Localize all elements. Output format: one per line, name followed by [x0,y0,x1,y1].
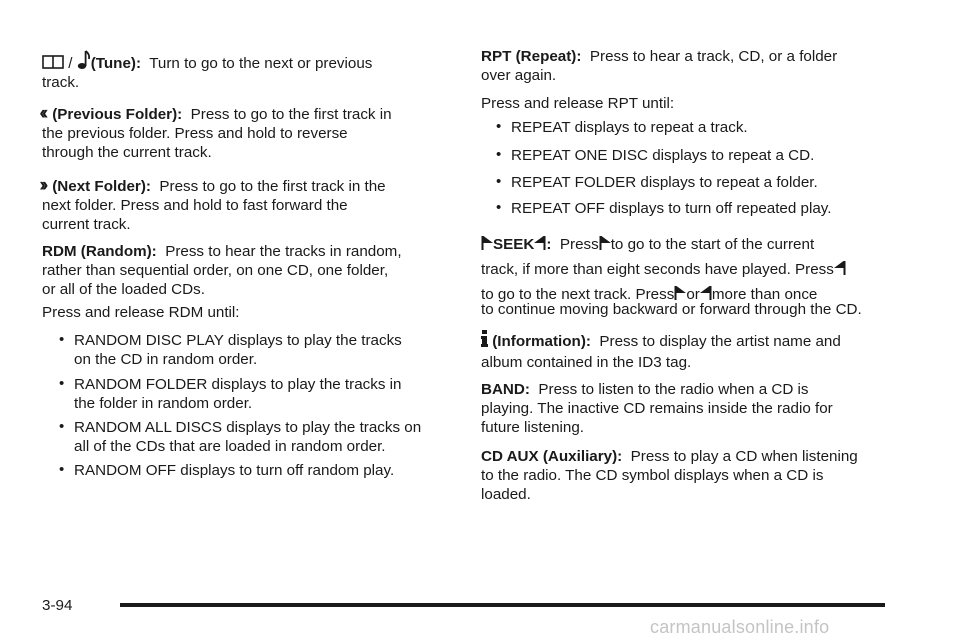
seek-text-4: to go to the next track. Press [481,286,675,303]
tune-label: (Tune): [90,55,142,72]
seek-label: SEEK [493,236,535,253]
rpt-bullet-3 [496,173,921,192]
rdm-bullet-2-line-1: RANDOM FOLDER displays to play the tracks in [74,376,402,393]
cdaux-text-3: loaded. [481,486,531,503]
rdm-bullet-1-line-1: RANDOM DISC PLAY displays to play the tracks [74,332,402,349]
bullet-icon: • [496,199,502,216]
prev-folder-label: (Previous Folder): [52,106,183,123]
rpt-bullet-4-text: REPEAT OFF displays to turn off repeated play. [511,200,832,217]
bullet-icon: • [496,173,502,190]
tune-text-2: track. [42,74,80,91]
seek-back-icon [674,286,686,300]
seek-forward-icon [534,236,546,250]
rpt-bullet-3-text: REPEAT FOLDER displays to repeat a folder. [511,174,818,191]
cdaux-text: Press to play a CD when listening [630,448,858,465]
tune-separator: / [68,55,73,72]
next-folder-text-3: current track. [42,216,131,233]
rpt-text-2: over again. [481,67,557,84]
page-number: 3-94 [42,597,73,614]
rpt-bullet-1 [496,118,921,137]
rpt-text: Press to hear a track, CD, or a folder [589,48,838,65]
bullet-icon: • [496,146,502,163]
rdm-label: RDM (Random): [42,243,157,260]
seek-back-icon [481,236,493,250]
rdm-text: Press to hear the tracks in random, [165,243,402,260]
rpt-bullet-2-text: REPEAT ONE DISC displays to repeat a CD. [511,147,815,164]
prev-folder-paragraph [42,104,452,162]
rpt-bullet-2 [496,146,921,165]
rdm-bullet-1 [59,331,454,369]
watermark: carmanualsonline.info [650,617,830,637]
band-label: BAND: [481,381,530,398]
bullet-icon: • [59,331,65,348]
seek-text-5: or [686,286,700,303]
cdaux-label: CD AUX (Auxiliary): [481,448,623,465]
info-text-2: album contained in the ID3 tag. [481,354,692,371]
rdm-text-3: or all of the loaded CDs. [42,281,205,298]
seek-text-1: Press [559,236,599,253]
band-text-3: future listening. [481,419,584,436]
rpt-intro: Press and release RPT until: [481,95,675,112]
prev-folder-text-3: through the current track. [42,144,212,161]
rdm-text-2: rather than sequential order, on one CD, one folder, [42,262,389,279]
rdm-paragraph [42,242,452,299]
music-note-icon [77,50,91,70]
next-folder-label: (Next Folder): [52,178,151,195]
seek-text-7: to continue moving backward or forward through the CD. [481,301,862,318]
footer-rule [120,603,885,607]
seek-forward-icon [834,261,846,275]
cdaux-text-2: to the radio. The CD symbol displays when a CD is [481,467,824,484]
rdm-bullet-1-line-2: on the CD in random order. [74,351,258,368]
rpt-bullet-1-text: REPEAT displays to repeat a track. [511,119,748,136]
info-label: (Information): [492,333,591,350]
tune-text: Turn to go to the next or previous [149,55,373,72]
tune-box-icon [42,55,64,69]
rdm-bullet-3 [59,418,454,456]
cdaux-paragraph [481,447,921,504]
seek-text-2: to go to the start of the current [610,236,815,253]
seek-back-icon [599,236,611,250]
seek-paragraph [481,232,921,307]
next-folder-text-2: next folder. Press and hold to fast forward the [42,197,348,214]
rpt-bullet-4 [496,199,921,218]
seek-text-6: more than once [711,286,818,303]
rdm-bullet-4 [59,461,454,480]
info-paragraph [481,330,921,373]
rdm-bullet-3-line-1: RANDOM ALL DISCS displays to play the tracks on [74,419,422,436]
prev-folder-text: Press to go to the first track in [190,106,392,123]
tune-paragraph [42,50,452,92]
rdm-bullet-3-line-2: all of the CDs that are loaded in random order. [74,438,386,455]
bullet-icon: • [59,461,65,478]
rdm-bullet-2-line-2: the folder in random order. [74,395,253,412]
info-icon [481,330,488,347]
seek-forward-icon [700,286,712,300]
next-folder-paragraph [42,176,452,234]
band-text-2: playing. The inactive CD remains inside the radio for [481,400,833,417]
bullet-icon: • [59,375,65,392]
rdm-bullet-2 [59,375,454,413]
prev-folder-text-2: the previous folder. Press and hold to reverse [42,125,348,142]
rpt-paragraph [481,47,921,85]
info-text: Press to display the artist name and [599,333,841,350]
rdm-intro: Press and release RDM until: [42,304,240,321]
seek-text-3: track, if more than eight seconds have played. Press [481,261,834,278]
next-folder-text: Press to go to the first track in the [159,178,386,195]
band-text: Press to listen to the radio when a CD is [538,381,809,398]
bullet-icon: • [59,418,65,435]
bullet-icon: • [496,118,502,135]
rdm-bullet-4-line-1: RANDOM OFF displays to turn off random play. [74,462,395,479]
band-paragraph [481,380,921,437]
rpt-label: RPT (Repeat): [481,48,582,65]
seek-colon: : [546,236,552,253]
